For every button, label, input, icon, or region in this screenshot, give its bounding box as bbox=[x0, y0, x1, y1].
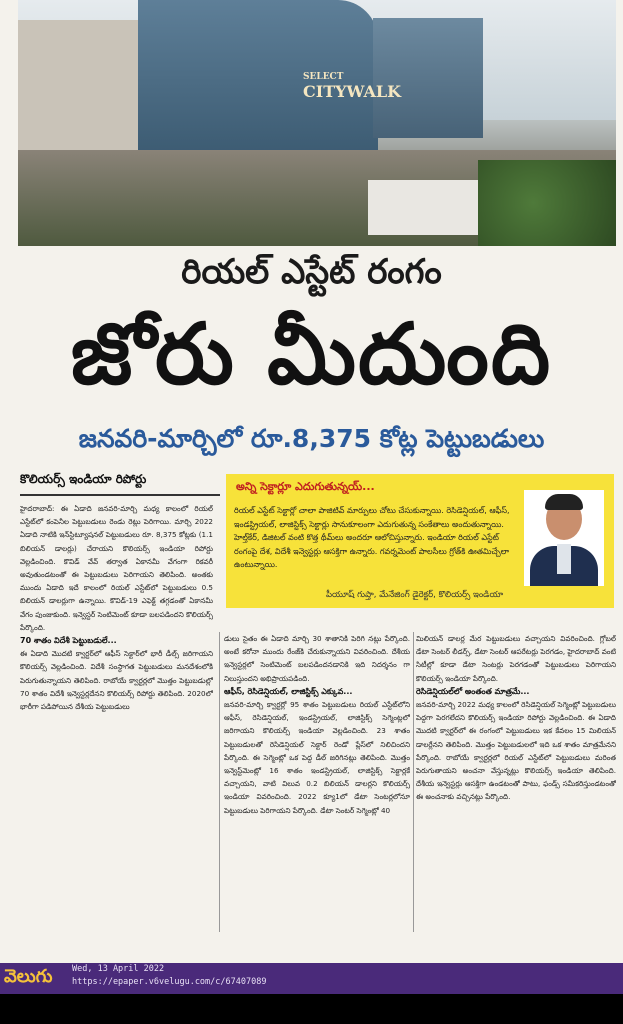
column-1-subheading: 70 శాతం విదేశీ పెట్టుబడులే... bbox=[20, 636, 117, 646]
column-divider-2 bbox=[413, 632, 414, 932]
column-2-subheading: ఆఫీస్, రెసిడెన్షియల్, లాజిస్టిక్స్ ఎక్కువ... bbox=[224, 686, 353, 696]
portrait-shirt bbox=[557, 544, 571, 574]
column-3-text: మిలియన్ డాలర్ల మేర పెట్టుబడులు వచ్చాయని వివరించింది. గ్లోబల్ డేటా సెంటర్ లీడర్స్, డేటా సెంటర్ ఆపరేటర్లు పెరగడం, హైదరాబాద్ వంటి సిటీల్లో కూడా డేటా సెంటర్లు పెరగడంతో పెట్టుబడులు పెరిగాయని కొలియర్స్ ఇండియా పేర్కొంది. bbox=[416, 634, 616, 683]
highlight-credit: పీయూష్ గుప్తా, మేనేజింగ్ డైరెక్టర్, కొలియర్స్ ఇండియా bbox=[326, 590, 504, 600]
article-byline: కొలియర్స్ ఇండియా రిపోర్టు bbox=[20, 472, 147, 486]
photo-building-left bbox=[18, 20, 143, 160]
column-1-text: హైదరాబాద్: ఈ ఏడాది జనవరి-మార్చి మధ్య కాలంలో రియల్ ఎస్టేట్‌లో కంపెనీల పెట్టుబడులు రెండు రెట్లు పెరిగాయి. మార్చి 2022 ఏడాది నాటికి ఇన్‌స్టిట్యూషనల్ పెట్టుబడులు రూ. 8,375 కోట్లకు (1.1 బిలియన్ డాలర్లు) చేరాయని కొలియర్స్ ఇండియా రిపోర్టు వెల్లడించింది. కొవిడ్ వేవ్ తర్వాత ఏకానమీ వేగంగా రికవరీ అవుతుండటంతో ఈ పెట్టుబడులు పెరిగాయని తెలిపింది. అంతకు ముందు ఏడాది ఇదే కాలంలో రియల్ ఎస్టేట్‌లో పెట్టుబడులు 0.5 బిలియన్ డాలర్లుగా ఉన్నాయి. కొవిడ్-19 ఎఫెక్ట్ తగ్గడంతో ఏకానమీ వేగం పుంజుకుంది. ఇన్వెస్టర్ సెంటిమెంట్ కూడా బలపడిందని కొలియర్స్ పేర్కొంది. bbox=[20, 504, 213, 632]
article-column-2 bbox=[224, 632, 410, 942]
mall-logo-line2: CITYWALK bbox=[303, 82, 402, 101]
photo-canopy bbox=[368, 180, 483, 235]
portrait-hair bbox=[545, 494, 583, 510]
article-column-3 bbox=[416, 632, 616, 942]
epaper-link[interactable]: https://epaper.v6velugu.com/c/67407089 bbox=[72, 977, 267, 987]
highlight-title: అన్ని సెక్టార్లూ ఎదుగుతున్నయ్... bbox=[236, 480, 375, 493]
mall-logo bbox=[303, 72, 401, 101]
column-3-subheading: రెసిడెన్షియల్‌లో అంతంత మాత్రమే... bbox=[416, 686, 530, 696]
column-divider-1 bbox=[219, 632, 220, 932]
executive-portrait bbox=[524, 490, 604, 586]
article-subhead: జనవరి-మార్చిలో రూ.8,375 కోట్ల పెట్టుబడులు bbox=[78, 424, 545, 453]
column-2-text-b: జనవరి-మార్చి క్వార్టర్లో 95 శాతం పెట్టుబడులు రియల్ ఎస్టేట్‌లోని ఆఫీస్, రెసిడెన్షియల్, ఇండస్ట్రియల్, లాజిస్టిక్స్ సెగ్మెంట్లలో జరిగాయని కొలియర్స్ ఇండియా వెల్లడించింది. 23 శాతం పెట్టుబడులతో రెసిడెన్షియల్ సెక్టార్ రెండో ప్లేస్‌లో నిలిచిందని పేర్కొంది. ఈ సెగ్మెంట్లో ఒక పెద్ద డీల్ జరిగినట్లు తెలిపింది. మొత్తం ఇన్వెస్ట్‌మెంట్లో 16 శాతం ఇండస్ట్రియల్, లాజిస్టిక్స్ సెక్టార్లకే వచ్చాయని, వాటి విలువ 0.2 బిలియన్ డాలర్లని కొలియర్స్ ఇండియా వివరించింది. 2022 క్యూ1లో డేటా సెంటర్లలోనూ పెట్టుబడులు పెరిగాయని పేర్కొంది. డేటా సెంటర్ సెగ్మెంట్లో 40 bbox=[224, 700, 410, 815]
highlight-body: రియల్ ఎస్టేట్ సెక్టార్లో చాలా పాజిటివ్ మార్పులు చోటు చేసుకున్నాయి. రెసిడెన్షియల్, ఆఫీస్, ఇండస్ట్రియల్, లాజిస్టిక్స్ సెక్టార్లు సానుకూలంగా ఎదుగుతున్న సంకేతాలు అందుతున్నాయి. హెల్త్‌కేర్, డిజిటల్ వంటి కొత్త థీమ్‌లు అందరూ ఆలోచిస్తున్నారు. ఇండియా రియల్ ఎస్టేట్ రంగంపై దేశ, విదేశీ ఇన్వెస్టర్లు ఆసక్తిగా ఉన్నారు. గవర్నమెంట్ పాలసీలు గ్రోత్‌కి ఊతమిచ్చేలా ఉంటున్నాయి. bbox=[234, 506, 510, 570]
mall-logo-line1: SELECT bbox=[303, 72, 344, 82]
velugu-logo: వెలుగు bbox=[4, 966, 53, 987]
edition-date: Wed, 13 April 2022 bbox=[72, 964, 165, 974]
column-1-text-b: ఈ ఏడాది మొదటి క్వార్టర్‌లో ఆఫీస్ సెక్టార్‌లో భారీ డీల్స్ జరిగాయని కొలియర్స్ వెల్లడించింది. విదేశీ సంస్థాగత పెట్టుబడులు మనదేశంలోకి పెరుగుతున్నాయని తెలిపింది. రాబోయే క్వార్టర్లలో మొత్తం పెట్టుబడుల్లో 70 శాతం విదేశీ ఇన్వెస్టర్లదేనని కొలియర్స్ రిపోర్టు తెలిపింది. 2020లో భారీగా పడిపోయిన దేశీయ పెట్టుబడులు bbox=[20, 649, 213, 712]
article-kicker: రియల్ ఎస్టేట్ రంగం bbox=[181, 252, 442, 292]
mall-photo bbox=[18, 0, 616, 246]
column-3-text-b: జనవరి-మార్చి 2022 మధ్య కాలంలో రెసిడెన్షియల్ సెగ్మెంట్లో పెట్టుబడులు పెద్దగా పెరగలేదని కొలియర్స్ ఇండియా రిపోర్టు వెల్లడించింది. ఈ ఏడాది మొదటి క్వార్టర్‌లో ఈ రంగంలో పెట్టుబడులు ఇక కేవలం 15 మిలియన్ డాలర్లేనని తెలిపింది. మొత్తం పెట్టుబడులలో ఇది ఒక శాతం మాత్రమేనని పేర్కొంది. రాబోయే క్వార్టర్లలో రియల్ ఎస్టేట్‌లో పెట్టుబడులు మరింత పెరుగుతాయని అంచనా వేస్తున్నట్లు కొలియర్స్ ఇండియా తెలిపింది. దేశీయ ఇన్వెస్టర్లు ఆసక్తిగా ఉండటంతో పాటు, ఫండ్స్ సమీకరిస్తుండటంతో ఈ అంచనాకు వచ్చినట్లు పేర్కొంది. bbox=[416, 700, 616, 802]
photo-trees bbox=[478, 160, 616, 246]
byline-divider bbox=[20, 494, 220, 496]
article-headline: జోరు మీదుంది bbox=[70, 305, 553, 403]
article-column-1 bbox=[20, 502, 213, 942]
column-2-text: డులు సైతం ఈ ఏడాది మార్చి 30 శాతానికి పెరిగి నట్లు పేర్కొంది. అంటే కరోనా ముందు రేంజ్‌కి చేరుకున్నాయని వివరించింది. దేశీయ ఇన్వెస్టర్లలో సెంటిమెంట్ బలపడిందనడానికి ఇది నిదర్శనం గా నిలుస్తుందని అభిప్రాయపడింది. bbox=[224, 634, 410, 683]
